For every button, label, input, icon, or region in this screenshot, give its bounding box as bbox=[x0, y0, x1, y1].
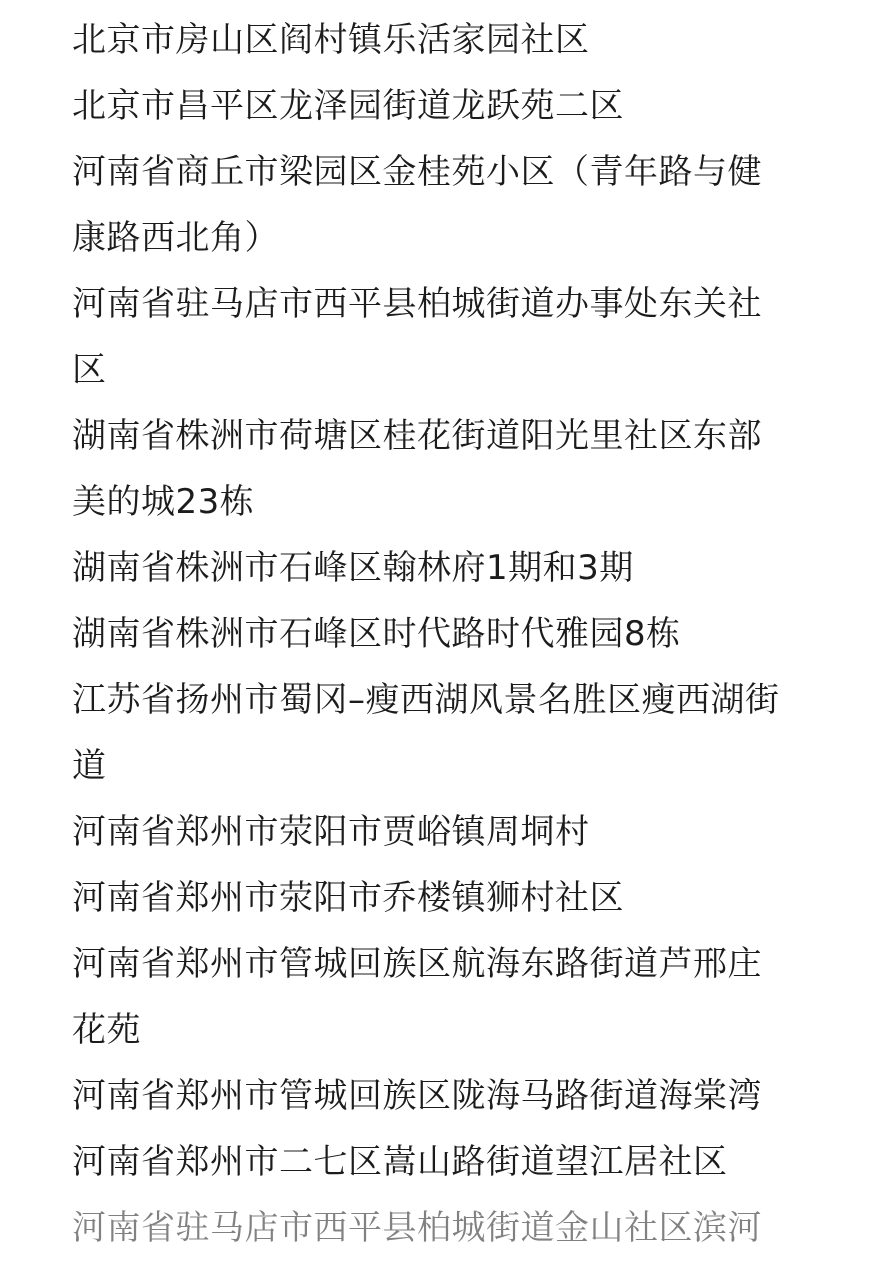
address-line: 河南省驻马店市西平县柏城街道办事处东关社 bbox=[72, 284, 762, 324]
address-line: 河南省郑州市管城回族区陇海马路街道海棠湾 bbox=[72, 1076, 762, 1116]
address-line: 河南省商丘市梁园区金桂苑小区（青年路与健 bbox=[72, 152, 762, 192]
address-line: 区 bbox=[72, 350, 107, 390]
address-line: 河南省郑州市荥阳市贾峪镇周垌村 bbox=[72, 812, 590, 852]
address-line: 河南省郑州市二七区嵩山路街道望江居社区 bbox=[72, 1142, 728, 1182]
address-line: 江苏省扬州市蜀冈–瘦西湖风景名胜区瘦西湖街 bbox=[72, 680, 780, 720]
address-line: 道 bbox=[72, 746, 107, 786]
address-line: 美的城23栋 bbox=[72, 482, 255, 522]
address-line: 河南省郑州市管城回族区航海东路街道芦邢庄 bbox=[72, 944, 762, 984]
address-line: 康路西北角） bbox=[72, 218, 279, 258]
address-line: 北京市房山区阎村镇乐活家园社区 bbox=[72, 20, 590, 60]
address-line: 花苑 bbox=[72, 1010, 141, 1050]
address-line-partially-cut: 河南省驻马店市西平县柏城街道金山社区滨河 bbox=[72, 1208, 762, 1248]
address-list bbox=[72, 14, 832, 1268]
address-line: 湖南省株洲市石峰区时代路时代雅园8栋 bbox=[72, 614, 681, 654]
address-line: 河南省郑州市荥阳市乔楼镇狮村社区 bbox=[72, 878, 624, 918]
address-line: 北京市昌平区龙泽园街道龙跃苑二区 bbox=[72, 86, 624, 126]
address-line: 湖南省株洲市石峰区翰林府1期和3期 bbox=[72, 548, 634, 588]
address-line: 湖南省株洲市荷塘区桂花街道阳光里社区东部 bbox=[72, 416, 762, 456]
